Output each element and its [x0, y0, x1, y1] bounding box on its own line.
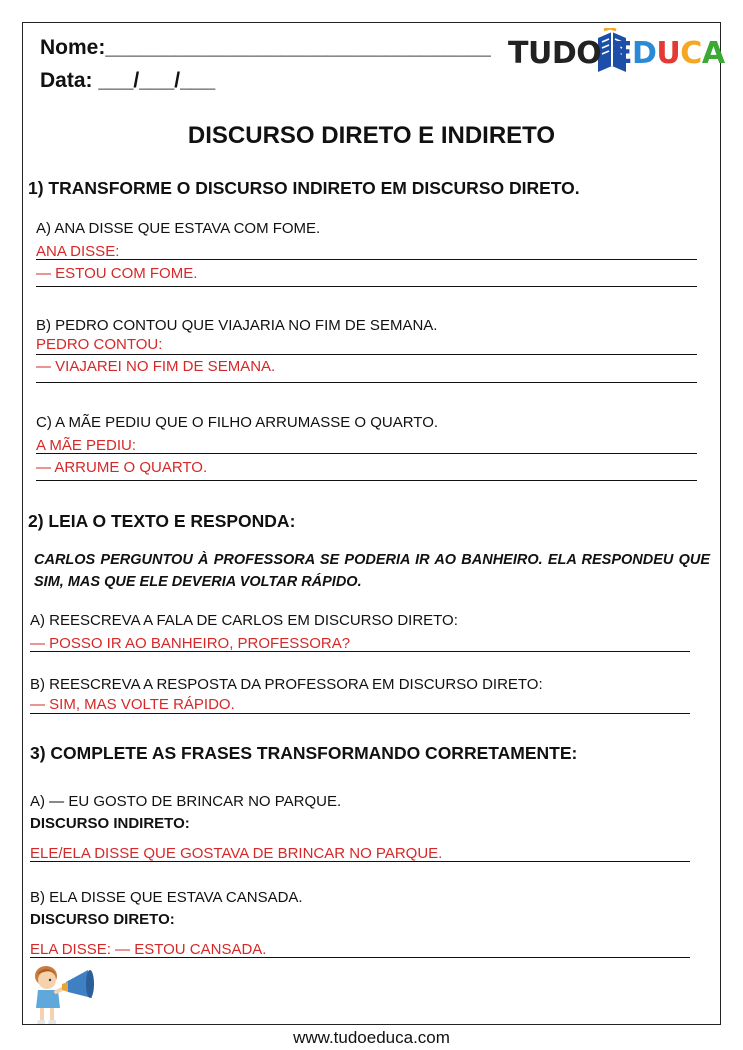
- s1-answer-c-line2: — ARRUME O QUARTO.: [36, 459, 208, 476]
- s2-question-a: A) REESCREVA A FALA DE CARLOS EM DISCURSO DIRETO:: [30, 612, 458, 629]
- s3-label-a: DISCURSO INDIRETO:: [30, 815, 190, 832]
- s1-question-a: A) ANA DISSE QUE ESTAVA COM FOME.: [36, 220, 321, 237]
- s2-answer-a: — POSSO IR AO BANHEIRO, PROFESSORA?: [30, 635, 351, 652]
- answer-line: [36, 382, 697, 383]
- logo-text-tudo: TUDO: [508, 36, 602, 71]
- logo-text-educa: EDUCA: [612, 36, 725, 71]
- answer-line: [30, 713, 690, 714]
- answer-line: [36, 453, 697, 454]
- answer-line: [30, 861, 690, 862]
- section-1-heading: 1) TRANSFORME O DISCURSO INDIRETO EM DISCURSO DIRETO.: [28, 178, 580, 198]
- answer-line: [36, 480, 697, 481]
- worksheet-title: DISCURSO DIRETO E INDIRETO: [187, 122, 556, 149]
- s3-question-a: A) — EU GOSTO DE BRINCAR NO PARQUE.: [30, 793, 342, 810]
- s2-answer-b: — SIM, MAS VOLTE RÁPIDO.: [30, 696, 235, 713]
- name-field-label: Nome:_________________________________: [40, 36, 491, 59]
- answer-line: [30, 957, 690, 958]
- answer-line: [36, 259, 697, 260]
- s3-question-b: B) ELA DISSE QUE ESTAVA CANSADA.: [30, 889, 303, 906]
- answer-line: [30, 651, 690, 652]
- s1-answer-b-line2: — VIAJAREI NO FIM DE SEMANA.: [36, 358, 276, 375]
- s3-label-b: DISCURSO DIRETO:: [30, 911, 175, 928]
- answer-line: [36, 286, 697, 287]
- reading-text-line1: CARLOS PERGUNTOU À PROFESSORA SE PODERIA IR AO BANHEIRO. ELA RESPONDEU QUE: [34, 552, 710, 568]
- s2-question-b: B) REESCREVA A RESPOSTA DA PROFESSORA EM DISCURSO DIRETO:: [30, 676, 543, 693]
- child-with-megaphone-icon: [30, 962, 100, 1026]
- s1-answer-b-line1: PEDRO CONTOU:: [36, 336, 163, 353]
- tudoeduca-logo: [508, 28, 725, 78]
- s1-answer-a-line1: ANA DISSE:: [36, 243, 120, 260]
- s1-question-c: C) A MÃE PEDIU QUE O FILHO ARRUMASSE O QUARTO.: [36, 414, 439, 431]
- s1-answer-a-line2: — ESTOU COM FOME.: [36, 265, 198, 282]
- s1-question-b: B) PEDRO CONTOU QUE VIAJARIA NO FIM DE SEMANA.: [36, 317, 438, 334]
- s1-answer-c-line1: A MÃE PEDIU:: [36, 437, 137, 454]
- answer-line: [36, 354, 697, 355]
- footer-website: www.tudoeduca.com: [293, 1028, 450, 1047]
- s3-answer-a: ELE/ELA DISSE QUE GOSTAVA DE BRINCAR NO PARQUE.: [30, 845, 443, 862]
- date-field-label: Data: ___/___/___: [40, 69, 216, 92]
- s3-answer-b: ELA DISSE: — ESTOU CANSADA.: [30, 941, 267, 958]
- reading-text-line2: SIM, MAS QUE ELE DEVERIA VOLTAR RÁPIDO.: [34, 574, 362, 590]
- section-3-heading: 3) COMPLETE AS FRASES TRANSFORMANDO CORRETAMENTE:: [30, 743, 578, 763]
- section-2-heading: 2) LEIA O TEXTO E RESPONDA:: [28, 511, 296, 531]
